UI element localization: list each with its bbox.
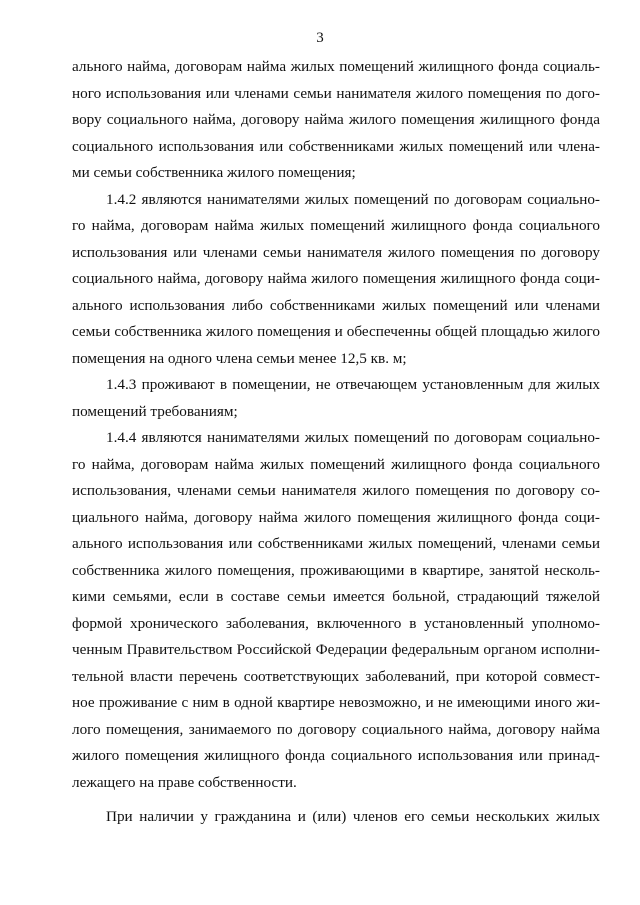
page-number: 3	[316, 30, 324, 46]
text-line: ченным Правительством Российской Федерации федеральным органом исполни-	[72, 641, 600, 658]
paragraph-item-1-4-3	[72, 372, 600, 425]
text-line: помещений требованиям;	[72, 402, 238, 420]
text-line: тельной власти перечень соответствующих заболеваний, при которой совмест-	[72, 667, 600, 685]
text-line: го найма, договорам найма жилых помещений жилищного фонда социального	[72, 455, 600, 473]
text-line: формой хронического заболевания, включенного в установленный уполномо-	[72, 614, 600, 632]
text-line: го найма, договорам найма жилых помещений жилищного фонда социального	[72, 217, 600, 234]
text-line: использования, членами семьи нанимателя жилого помещения по договору со-	[72, 482, 600, 499]
text-line: кими семьями, если в составе семьи имеется больной, страдающий тяжелой	[72, 588, 600, 605]
text-line: 1.4.4 являются нанимателями жилых помещений по договорам социально-	[106, 429, 600, 446]
paragraph-closing	[72, 804, 600, 831]
text-line: жилого помещения жилищного фонда социального использования или принад-	[72, 747, 600, 764]
text-line: ми семьи собственника жилого помещения;	[72, 164, 356, 181]
text-line: При наличии у гражданина и (или) членов его семьи нескольких жилых	[106, 808, 600, 825]
text-line: социального найма, договору найма жилого помещения жилищного фонда соци-	[72, 270, 600, 287]
paragraph-continuation	[72, 54, 600, 187]
text-line: лого помещения, занимаемого по договору социального найма, договору найма	[72, 720, 600, 738]
text-line: 1.4.3 проживают в помещении, не отвечающем установленным для жилых	[106, 376, 600, 393]
paragraph-item-1-4-4	[72, 425, 600, 796]
text-line: 1.4.2 являются нанимателями жилых помещений по договорам социально-	[106, 190, 600, 208]
paragraph-item-1-4-2	[72, 187, 600, 373]
text-line: циального найма, договору найма жилого помещения жилищного фонда соци-	[72, 508, 600, 526]
text-line: ального найма, договорам найма жилых помещений жилищного фонда социаль-	[72, 58, 600, 75]
text-line: ального использования или собственниками жилых помещений, членами семьи	[72, 535, 600, 552]
text-line: помещения на одного члена семьи менее 12,5 кв. м;	[72, 349, 407, 367]
text-line: собственника жилого помещения, проживающими в квартире, занятой несколь-	[72, 561, 600, 579]
text-line: ное проживание с ним в одной квартире невозможно, и не имеющими иного жи-	[72, 694, 600, 711]
paragraph-gap	[72, 796, 600, 804]
text-line: ального использования либо собственниками жилых помещений или членами	[72, 296, 600, 314]
text-line: вору социального найма, договору найма жилого помещения жилищного фонда	[72, 111, 600, 128]
text-line: использования или членами семьи нанимателя жилого помещения по договору	[72, 243, 600, 261]
text-line: семьи собственника жилого помещения и обеспеченны общей площадью жилого	[72, 323, 600, 340]
text-line: социального использования или собственниками жилых помещений или члена-	[72, 137, 600, 155]
text-line: лежащего на праве собственности.	[72, 773, 297, 791]
document-body	[72, 54, 600, 831]
text-line: ного использования или членами семьи нанимателя жилого помещения по дого-	[72, 84, 600, 102]
